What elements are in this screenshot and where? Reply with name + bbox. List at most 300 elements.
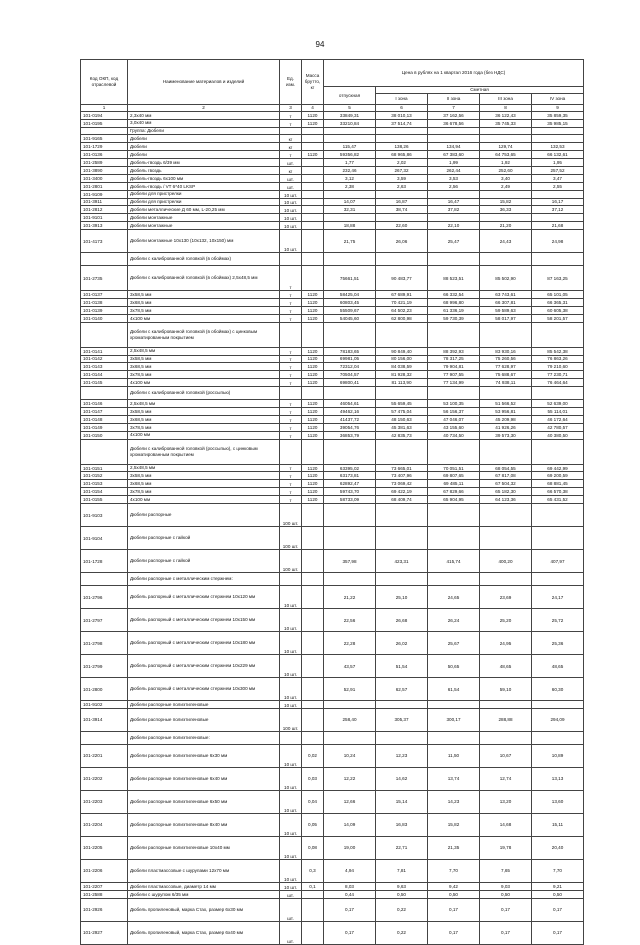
row-price-zone-1: 38,74	[376, 206, 428, 214]
row-price-zone-2: 1,99	[428, 159, 480, 167]
row-price-zone-1: 16,87	[376, 198, 428, 206]
row-unit: шт.	[280, 174, 302, 182]
row-code: 101-2797	[81, 609, 128, 632]
row-code: 101-0136	[81, 151, 128, 159]
row-price-release	[324, 190, 376, 198]
row-price-release: 14,09	[324, 813, 376, 836]
table-row	[81, 836, 584, 859]
row-name: Дюбель-гвоздь 6/39 мм	[128, 159, 280, 167]
row-price-zone-2: 26,24	[428, 609, 480, 632]
row-price-release: 58425,04	[324, 291, 376, 299]
row-mass: 1120	[302, 111, 324, 119]
row-unit: 100 шт.	[280, 504, 302, 527]
row-price-zone-2: 59 730,39	[428, 314, 480, 322]
row-unit: 100 шт.	[280, 708, 302, 731]
row-name: Дюбели распорные полиэтиленовые 6х40 мм	[128, 767, 280, 790]
row-code: 101-0141	[81, 347, 128, 355]
row-price-zone-4: 7,70	[532, 859, 584, 882]
row-unit: т	[280, 363, 302, 371]
row-code: 101-2796	[81, 586, 128, 609]
row-mass: 1120	[302, 480, 324, 488]
row-code: 101-2927	[81, 921, 128, 944]
row-name: Дюбели с калиброванной головкой (в обоймах) с цинковым хроматированным покрытием	[128, 322, 280, 347]
row-name: Дюбель-гвоздь / VT 6*40 LKSP	[128, 182, 280, 190]
row-price-release: 115,47	[324, 143, 376, 151]
row-mass: 1120	[302, 119, 324, 127]
row-price-zone-2: 262,44	[428, 166, 480, 174]
row-price-zone-4: 35 859,35	[532, 111, 584, 119]
row-mass	[302, 222, 324, 230]
row-name: 3х78,5 мм	[128, 306, 280, 314]
row-code: 101-2801	[81, 182, 128, 190]
row-price-zone-4: 69 200,59	[532, 472, 584, 480]
row-price-zone-3: 25,20	[480, 609, 532, 632]
row-price-zone-1: 73 665,01	[376, 464, 428, 472]
row-price-zone-1: 90 483,77	[376, 266, 428, 291]
row-name: Дюбель распорный с металлическим стержнем 10х150 мм	[128, 609, 280, 632]
row-price-zone-1: 26,68	[376, 609, 428, 632]
table-row	[81, 550, 584, 573]
row-price-zone-2	[428, 387, 480, 400]
row-mass	[302, 678, 324, 701]
row-unit: шт.	[280, 159, 302, 167]
row-price-zone-3: 64 753,65	[480, 151, 532, 159]
row-price-zone-1	[376, 731, 428, 744]
row-price-zone-2: 22,10	[428, 222, 480, 230]
row-price-zone-2: 78 317,25	[428, 355, 480, 363]
row-mass	[302, 230, 324, 253]
table-row	[81, 921, 584, 944]
row-unit: т	[280, 111, 302, 119]
row-price-zone-4	[532, 387, 584, 400]
row-name: Дюбели для пристрелки	[128, 190, 280, 198]
row-price-zone-2: 43 155,60	[428, 423, 480, 431]
row-price-zone-4: 46 172,64	[532, 415, 584, 423]
row-price-zone-3	[480, 527, 532, 550]
row-price-zone-1: 48 150,63	[376, 415, 428, 423]
table-row	[81, 127, 584, 135]
table-row	[81, 322, 584, 347]
table-row	[81, 767, 584, 790]
row-code: 101-3914	[81, 708, 128, 731]
table-row	[81, 464, 584, 472]
row-unit: т	[280, 119, 302, 127]
row-price-zone-1	[376, 701, 428, 709]
row-price-zone-4: 48,65	[532, 655, 584, 678]
table-row	[81, 400, 584, 408]
row-price-release: 46054,61	[324, 400, 376, 408]
column-index-row	[81, 104, 584, 111]
row-price-zone-1: 138,26	[376, 143, 428, 151]
row-price-zone-3: 74 938,11	[480, 379, 532, 387]
row-price-zone-4: 60 605,38	[532, 306, 584, 314]
row-unit	[280, 731, 302, 744]
row-price-zone-4	[532, 731, 584, 744]
row-price-zone-1: 73 069,42	[376, 480, 428, 488]
row-price-zone-3: 68 054,55	[480, 464, 532, 472]
row-name: Дюбели пластмассовые, диаметр 14 мм	[128, 882, 280, 890]
row-name: Дюбели для пристрелки	[128, 198, 280, 206]
row-price-release	[324, 135, 376, 143]
row-price-zone-1: 0,22	[376, 921, 428, 944]
row-name: 3х78,5 мм	[128, 423, 280, 431]
row-price-zone-1	[376, 214, 428, 222]
row-code: 101-0150	[81, 431, 128, 439]
table-row	[81, 135, 584, 143]
row-price-zone-2: 65 904,95	[428, 496, 480, 504]
row-price-zone-3: 53 956,81	[480, 408, 532, 416]
row-price-zone-3: 0,17	[480, 898, 532, 921]
row-mass	[302, 198, 324, 206]
row-name: 3х68,5 мм	[128, 480, 280, 488]
row-unit	[280, 322, 302, 347]
row-price-zone-2	[428, 504, 480, 527]
row-price-zone-1: 26,06	[376, 230, 428, 253]
table-row	[81, 143, 584, 151]
row-price-release: 33210,84	[324, 119, 376, 127]
table-row	[81, 206, 584, 214]
row-mass	[302, 921, 324, 944]
row-price-zone-3	[480, 573, 532, 586]
row-price-zone-2: 0,50	[428, 890, 480, 898]
row-price-zone-4: 21,68	[532, 222, 584, 230]
row-price-zone-1: 2,02	[376, 159, 428, 167]
row-mass	[302, 632, 324, 655]
row-price-zone-2: 56 156,37	[428, 408, 480, 416]
table-row	[81, 813, 584, 836]
row-price-zone-4: 65 431,52	[532, 496, 584, 504]
row-price-zone-1	[376, 190, 428, 198]
row-mass: 1120	[302, 355, 324, 363]
page-number: 94	[315, 40, 325, 49]
row-price-zone-4: 58 201,57	[532, 314, 584, 322]
row-name: Дюбель-гвоздь 6х100 мм	[128, 174, 280, 182]
row-price-zone-4: 69 442,99	[532, 464, 584, 472]
table-row	[81, 472, 584, 480]
row-price-zone-3: 51 566,52	[480, 400, 532, 408]
row-code: 101-2205	[81, 836, 128, 859]
row-code: 101-3913	[81, 222, 128, 230]
column-index: 7	[428, 104, 480, 111]
row-price-release: 72312,04	[324, 363, 376, 371]
table-row	[81, 678, 584, 701]
row-unit: т	[280, 496, 302, 504]
row-unit: т	[280, 306, 302, 314]
row-price-zone-2: 300,17	[428, 708, 480, 731]
row-price-zone-4: 132,53	[532, 143, 584, 151]
row-code: 101-0144	[81, 371, 128, 379]
row-mass	[302, 655, 324, 678]
row-price-release: 258,40	[324, 708, 376, 731]
row-price-release: 33849,31	[324, 111, 376, 119]
row-price-release: 60803,45	[324, 298, 376, 306]
row-price-zone-1	[376, 135, 428, 143]
row-price-zone-3: 36,33	[480, 206, 532, 214]
row-unit: т	[280, 347, 302, 355]
row-mass: 1120	[302, 400, 324, 408]
row-price-zone-4: 68 881,45	[532, 480, 584, 488]
row-code: 101-0138	[81, 298, 128, 306]
row-name: Дюбель гвоздь	[128, 166, 280, 174]
table-row	[81, 586, 584, 609]
row-code	[81, 127, 128, 135]
row-price-release: 69981,05	[324, 355, 376, 363]
row-price-zone-4: 66 365,31	[532, 298, 584, 306]
row-code: 101-2203	[81, 790, 128, 813]
row-unit: шт.	[280, 890, 302, 898]
row-price-release: 232,46	[324, 166, 376, 174]
row-code: 101-2202	[81, 767, 128, 790]
row-name: Дюбели с калиброванной головкой (россыпью)	[128, 387, 280, 400]
row-price-zone-4: 3,47	[532, 174, 584, 182]
row-price-zone-1: 7,81	[376, 859, 428, 882]
row-price-zone-4: 257,52	[532, 166, 584, 174]
row-price-zone-1: 81 928,32	[376, 371, 428, 379]
row-mass: 0,02	[302, 744, 324, 767]
row-price-zone-1: 42 835,73	[376, 431, 428, 439]
row-price-zone-2: 47 046,07	[428, 415, 480, 423]
row-code: 101-2588	[81, 890, 128, 898]
row-unit: т	[280, 298, 302, 306]
row-name: Дюбели распорные полиэтиленовые 8х40 мм	[128, 813, 280, 836]
header-release: отпускная	[324, 87, 376, 105]
row-unit: 10 шт.	[280, 632, 302, 655]
row-price-zone-2: 70 051,51	[428, 464, 480, 472]
row-name: Дюбели монтажные	[128, 214, 280, 222]
table-row	[81, 609, 584, 632]
row-mass: 1120	[302, 423, 324, 431]
row-name: Дюбель распорный с металлическим стержнем 10х229 мм	[128, 655, 280, 678]
row-price-zone-3: 77 628,97	[480, 363, 532, 371]
row-price-zone-3: 1,92	[480, 159, 532, 167]
row-price-release: 19,00	[324, 836, 376, 859]
row-unit	[280, 387, 302, 400]
row-code: 101-0195	[81, 119, 128, 127]
row-name: Дюбель распорный с металлическим стержнем 10х180 мм	[128, 632, 280, 655]
row-price-zone-4: 85 542,38	[532, 347, 584, 355]
row-price-zone-2: 67 829,66	[428, 488, 480, 496]
row-unit: 10 шт.	[280, 586, 302, 609]
row-price-zone-1: 51,54	[376, 655, 428, 678]
row-unit: 10 шт.	[280, 790, 302, 813]
row-price-zone-4: 77 230,71	[532, 371, 584, 379]
row-price-zone-1: 62 800,98	[376, 314, 428, 322]
row-price-zone-2	[428, 135, 480, 143]
row-price-release: 18,88	[324, 222, 376, 230]
row-price-zone-1: 25,10	[376, 586, 428, 609]
row-price-zone-4: 0,17	[532, 898, 584, 921]
row-price-release: 3,12	[324, 174, 376, 182]
row-price-zone-3: 21,20	[480, 222, 532, 230]
row-price-release	[324, 504, 376, 527]
row-price-zone-3: 39 573,30	[480, 431, 532, 439]
row-price-release	[324, 439, 376, 464]
row-unit: 10 шт.	[280, 190, 302, 198]
row-price-release: 36853,79	[324, 431, 376, 439]
table-row	[81, 632, 584, 655]
row-name: Дюбели распорные с гайкой	[128, 550, 280, 573]
row-price-zone-3: 48,65	[480, 655, 532, 678]
row-price-zone-1	[376, 127, 428, 135]
row-name: Дюбели с калиброванной головкой (в обоймах)	[128, 253, 280, 266]
row-price-zone-2: 88 523,51	[428, 266, 480, 291]
row-name: Дюбели с калиброванной головкой (в обоймах) 2,5х48,5 мм	[128, 266, 280, 291]
row-price-zone-2: 88 392,93	[428, 347, 480, 355]
table-row	[81, 363, 584, 371]
table-row	[81, 190, 584, 198]
row-unit: 10 шт.	[280, 882, 302, 890]
row-price-zone-3: 400,20	[480, 550, 532, 573]
row-price-zone-4	[532, 573, 584, 586]
row-price-release: 49462,16	[324, 408, 376, 416]
row-price-zone-3: 0,50	[480, 890, 532, 898]
row-price-zone-3: 0,17	[480, 921, 532, 944]
row-code	[81, 731, 128, 744]
row-price-release: 52,91	[324, 678, 376, 701]
row-mass: 1120	[302, 306, 324, 314]
table-row	[81, 423, 584, 431]
row-price-zone-4: 66 570,38	[532, 488, 584, 496]
row-price-zone-3: 36 122,43	[480, 111, 532, 119]
table-row	[81, 439, 584, 464]
row-name: Дюбель пропиленовый, марка Стах, размер 6х40 мм	[128, 921, 280, 944]
row-unit: т	[280, 266, 302, 291]
row-price-zone-2: 67 383,60	[428, 151, 480, 159]
row-mass	[302, 135, 324, 143]
row-code: 101-9165	[81, 135, 128, 143]
row-unit: т	[280, 314, 302, 322]
row-code: 101-1729	[81, 143, 128, 151]
row-price-zone-3	[480, 253, 532, 266]
row-price-zone-3	[480, 190, 532, 198]
row-price-zone-2: 61,54	[428, 678, 480, 701]
row-price-release: 4,94	[324, 859, 376, 882]
row-price-zone-4	[532, 253, 584, 266]
row-price-zone-3	[480, 504, 532, 527]
row-price-zone-2: 68 996,80	[428, 298, 480, 306]
row-price-zone-2: 0,17	[428, 921, 480, 944]
row-price-zone-4: 40 380,50	[532, 431, 584, 439]
row-name: 4х100 мм	[128, 431, 280, 439]
row-price-zone-2	[428, 214, 480, 222]
row-name: Дюбели распорные с гайкой	[128, 527, 280, 550]
row-price-zone-1: 267,32	[376, 166, 428, 174]
row-price-zone-3: 85 502,90	[480, 266, 532, 291]
row-price-zone-2: 53 100,35	[428, 400, 480, 408]
row-code: 101-2812	[81, 206, 128, 214]
row-unit: т	[280, 291, 302, 299]
row-code: 101-2589	[81, 159, 128, 167]
row-price-zone-1	[376, 439, 428, 464]
row-price-zone-1: 37 514,74	[376, 119, 428, 127]
row-price-zone-1: 62,57	[376, 678, 428, 701]
row-price-zone-3: 12,74	[480, 767, 532, 790]
row-name: 3х58,5 мм	[128, 355, 280, 363]
row-price-zone-2: 66 332,54	[428, 291, 480, 299]
row-unit: 10 шт.	[280, 198, 302, 206]
header-estimated: Сметная	[376, 87, 584, 94]
column-index: 8	[480, 104, 532, 111]
table-row	[81, 111, 584, 119]
row-price-zone-1: 80 156,00	[376, 355, 428, 363]
row-price-release: 14,07	[324, 198, 376, 206]
row-price-zone-2: 61 336,19	[428, 306, 480, 314]
row-price-zone-4: 294,09	[532, 708, 584, 731]
row-unit	[280, 439, 302, 464]
row-price-zone-4: 76 464,64	[532, 379, 584, 387]
row-mass	[302, 573, 324, 586]
row-price-zone-1	[376, 322, 428, 347]
table-row	[81, 415, 584, 423]
row-mass	[302, 890, 324, 898]
row-name: 4х100 мм	[128, 314, 280, 322]
row-name: Дюбель распорный с металлическим стержнем 10х300 мм	[128, 678, 280, 701]
row-price-zone-4: 60,30	[532, 678, 584, 701]
row-code: 101-0143	[81, 363, 128, 371]
table-row	[81, 159, 584, 167]
row-code: 101-9104	[81, 527, 128, 550]
row-code: 101-3400	[81, 174, 128, 182]
row-mass: 0,3	[302, 859, 324, 882]
row-code: 101-2207	[81, 882, 128, 890]
row-price-release	[324, 127, 376, 135]
row-price-release: 39054,76	[324, 423, 376, 431]
row-price-zone-4: 25,72	[532, 609, 584, 632]
row-mass	[302, 182, 324, 190]
row-price-zone-2	[428, 322, 480, 347]
row-unit: 10 шт.	[280, 678, 302, 701]
row-price-release: 78183,65	[324, 347, 376, 355]
row-price-zone-2	[428, 439, 480, 464]
table-row	[81, 408, 584, 416]
row-price-zone-1: 26,02	[376, 632, 428, 655]
row-code: 101-0153	[81, 480, 128, 488]
row-code: 101-9103	[81, 504, 128, 527]
row-price-zone-2: 25,47	[428, 230, 480, 253]
row-price-zone-4: 0,50	[532, 890, 584, 898]
table-row	[81, 347, 584, 355]
row-code: 101-0147	[81, 408, 128, 416]
row-mass	[302, 708, 324, 731]
row-price-zone-4: 1,95	[532, 159, 584, 167]
row-price-zone-4: 407,97	[532, 550, 584, 573]
row-price-zone-1: 69 422,19	[376, 488, 428, 496]
column-index: 1	[81, 104, 128, 111]
row-price-zone-2: 79 904,81	[428, 363, 480, 371]
table-row	[81, 790, 584, 813]
row-mass	[302, 190, 324, 198]
header-price-title: Цена в рублях на 1 квартал 2016 года (без НДС)	[324, 60, 584, 87]
row-price-zone-4: 65 101,05	[532, 291, 584, 299]
table-row	[81, 731, 584, 744]
row-price-release	[324, 253, 376, 266]
row-price-zone-1	[376, 527, 428, 550]
row-price-zone-2	[428, 253, 480, 266]
row-name: Дюбели	[128, 135, 280, 143]
row-price-zone-3: 59 589,63	[480, 306, 532, 314]
row-price-zone-4: 15,11	[532, 813, 584, 836]
row-price-zone-4: 35 985,15	[532, 119, 584, 127]
row-price-zone-4: 0,17	[532, 921, 584, 944]
row-mass: 1120	[302, 371, 324, 379]
row-price-zone-3: 67 817,08	[480, 472, 532, 480]
header-zone-3: III зона	[480, 93, 532, 104]
row-name: 3х58,5 мм	[128, 408, 280, 416]
row-price-zone-4: 76 863,26	[532, 355, 584, 363]
row-code: 101-0149	[81, 423, 128, 431]
row-mass: 0,05	[302, 813, 324, 836]
row-unit: 10 шт.	[280, 701, 302, 709]
